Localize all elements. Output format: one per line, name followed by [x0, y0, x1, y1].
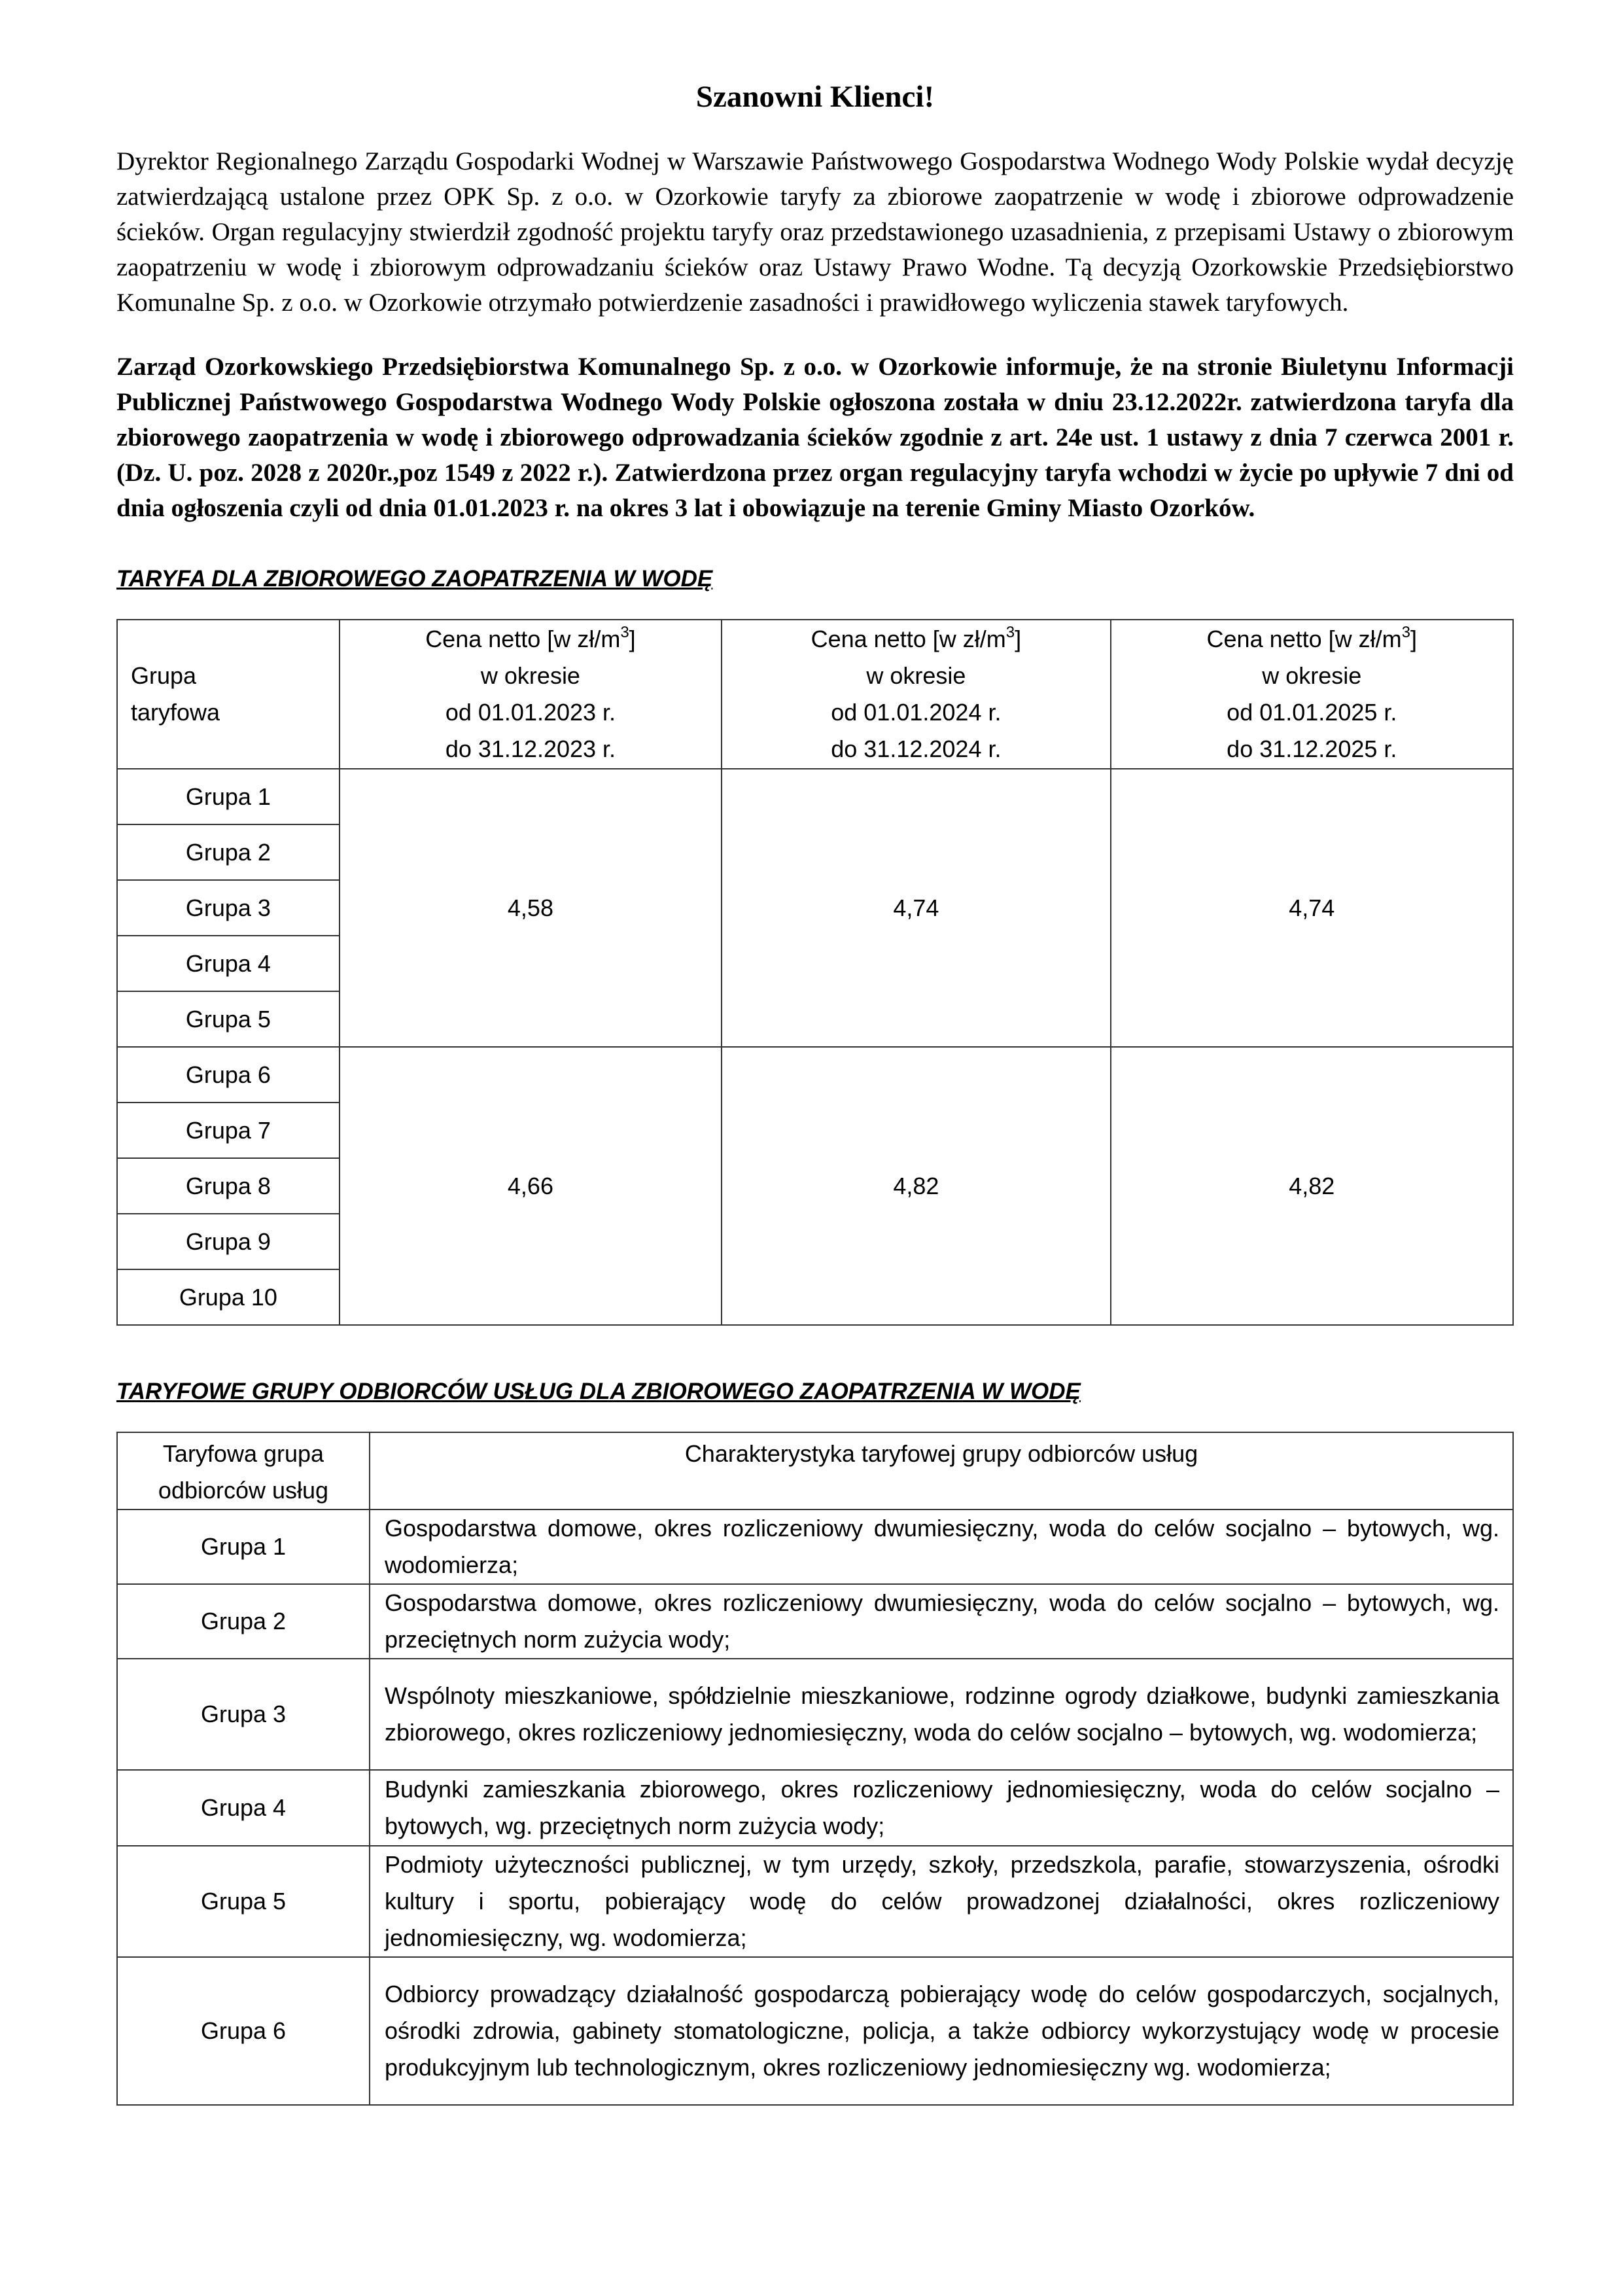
group-cell: Grupa 8	[117, 1158, 340, 1214]
groups-header-row	[117, 1432, 1513, 1510]
description-column-header: Charakterystyka taryfowej grupy odbiorców usług	[370, 1432, 1513, 1510]
price-cell: 4,58	[340, 769, 722, 1047]
unit-superscript: 3	[1401, 624, 1411, 641]
period-end: do 31.12.2025 r.	[1227, 735, 1397, 762]
groups-table-heading: TARYFOWE GRUPY ODBIORCÓW USŁUG DLA ZBIOROWEGO ZAOPATRZENIA W WODĘ	[116, 1379, 1081, 1404]
announcement-paragraph: Zarząd Ozorkowskiego Przedsiębiorstwa Komunalnego Sp. z o.o. w Ozorkowie informuje, że na stronie Biuletynu Informacji Publicznej Państwowego Gospodarstwa Wodnego Wody Polskie ogłoszona została w dniu 23.12.2022r. zatwierdzona taryfa dla zbiorowego zaopatrzenia w wodę i zbiorowego odprowadzania ścieków zgodnie z art. 24e ust. 1 ustawy z dnia 7 czerwca 2001 r. (Dz. U. poz. 2028 z 2020r.,poz 1549 z 2022 r.). Zatwierdzona przez organ regulacyjny taryfa wchodzi w życie po upływie 7 dni od dnia ogłoszenia czyli od dnia 01.01.2023 r. na okres 3 lat i obowiązuje na terenie Gminy Miasto Ozorków.	[116, 353, 1514, 522]
group-header-line1: Grupa	[131, 662, 197, 689]
period-end: do 31.12.2024 r.	[831, 735, 1002, 762]
tariff-table-heading: TARYFA DLA ZBIOROWEGO ZAOPATRZENIA W WODĘ	[116, 566, 713, 592]
price-cell: 4,66	[340, 1047, 722, 1325]
period-header-2023	[340, 620, 722, 769]
price-cell: 4,82	[722, 1047, 1110, 1325]
unit-superscript: 3	[1005, 624, 1015, 641]
groups-row	[117, 1770, 1513, 1846]
group-cell: Grupa 2	[117, 1584, 370, 1659]
group-cell: Grupa 7	[117, 1103, 340, 1158]
document-page	[116, 77, 1514, 2106]
description-cell: Gospodarstwa domowe, okres rozliczeniowy dwumiesięczny, woda do celów socjalno – bytowych, wg. wodomierza;	[370, 1510, 1513, 1584]
groups-row	[117, 1510, 1513, 1584]
tariff-row	[117, 769, 1513, 824]
group-cell: Grupa 10	[117, 1269, 340, 1325]
group-header-line2: taryfowa	[131, 699, 220, 726]
price-label: Cena netto [w zł/m	[425, 626, 621, 652]
groups-row	[117, 1957, 1513, 2105]
period-header-2024	[722, 620, 1110, 769]
period-label: w okresie	[866, 662, 966, 689]
tariff-header-row	[117, 620, 1513, 769]
group-header-line1: Taryfowa grupa	[162, 1440, 324, 1467]
period-header-2025	[1111, 620, 1513, 769]
intro-paragraph: Dyrektor Regionalnego Zarządu Gospodarki Wodnej w Warszawie Państwowego Gospodarstwa Wodnego Wody Polskie wydał decyzję zatwierdzającą ustalone przez OPK Sp. z o.o. w Ozorkowie taryfy za zbiorowe zaopatrzenie w wodę i zbiorowe odprowadzenie ścieków. Organ regulacyjny stwierdził zgodność projektu taryfy oraz przedstawionego uzasadnienia, z przepisami Ustawy o zbiorowym zaopatrzeniu w wodę i zbiorowym odprowadzaniu ścieków oraz Ustawy Prawo Wodne. Tą decyzją Ozorkowskie Przedsiębiorstwo Komunalne Sp. z o.o. w Ozorkowie otrzymało potwierdzenie zasadności i prawidłowego wyliczenia stawek taryfowych.	[116, 147, 1514, 317]
group-cell: Grupa 9	[117, 1214, 340, 1269]
price-label-end: ]	[1015, 626, 1022, 652]
price-label-end: ]	[1410, 626, 1418, 652]
group-cell: Grupa 6	[117, 1957, 370, 2105]
group-cell: Grupa 3	[117, 880, 340, 936]
period-start: od 01.01.2024 r.	[831, 699, 1002, 726]
description-cell: Podmioty użyteczności publicznej, w tym urzędy, szkoły, przedszkola, parafie, stowarzyszenia, ośrodki kultury i sportu, pobierający wodę do celów prowadzonej działalności, okres rozliczeniowy jednomiesięczny, wg. wodomierza;	[370, 1846, 1513, 1957]
price-cell: 4,74	[1111, 769, 1513, 1047]
price-label: Cena netto [w zł/m	[811, 626, 1006, 652]
price-cell: 4,74	[722, 769, 1110, 1047]
group-cell: Grupa 1	[117, 769, 340, 824]
price-label-end: ]	[629, 626, 636, 652]
groups-row	[117, 1584, 1513, 1659]
period-start: od 01.01.2025 r.	[1227, 699, 1397, 726]
period-label: w okresie	[1262, 662, 1362, 689]
group-cell: Grupa 4	[117, 1770, 370, 1846]
period-end: do 31.12.2023 r.	[445, 735, 616, 762]
price-label: Cena netto [w zł/m	[1206, 626, 1402, 652]
page-title: Szanowni Klienci!	[695, 80, 935, 114]
group-cell: Grupa 6	[117, 1047, 340, 1103]
period-start: od 01.01.2023 r.	[445, 699, 616, 726]
group-cell: Grupa 5	[117, 1846, 370, 1957]
description-cell: Gospodarstwa domowe, okres rozliczeniowy dwumiesięczny, woda do celów socjalno – bytowych, wg. przeciętnych norm zużycia wody;	[370, 1584, 1513, 1659]
description-cell: Odbiorcy prowadzący działalność gospodarczą pobierający wodę do celów gospodarczych, socjalnych, ośrodki zdrowia, gabinety stomatologiczne, policja, a także odbiorcy wykorzystujący wodę w procesie produkcyjnym lub technologicznym, okres rozliczeniowy jednomiesięczny wg. wodomierza;	[370, 1957, 1513, 2105]
group-cell: Grupa 3	[117, 1659, 370, 1770]
group-column-header	[117, 1432, 370, 1510]
group-cell: Grupa 2	[117, 824, 340, 880]
unit-superscript: 3	[620, 624, 629, 641]
group-column-header	[117, 620, 340, 769]
group-cell: Grupa 5	[117, 991, 340, 1047]
groups-row	[117, 1659, 1513, 1770]
period-label: w okresie	[480, 662, 580, 689]
price-cell: 4,82	[1111, 1047, 1513, 1325]
group-cell: Grupa 4	[117, 936, 340, 991]
description-cell: Wspólnoty mieszkaniowe, spółdzielnie mieszkaniowe, rodzinne ogrody działkowe, budynki zamieszkania zbiorowego, okres rozliczeniowy jednomiesięczny, woda do celów socjalno – bytowych, wg. wodomierza;	[370, 1659, 1513, 1770]
groups-row	[117, 1846, 1513, 1957]
description-cell: Budynki zamieszkania zbiorowego, okres rozliczeniowy jednomiesięczny, woda do celów socjalno – bytowych, wg. przeciętnych norm zużycia wody;	[370, 1770, 1513, 1846]
groups-table	[116, 1432, 1514, 2106]
group-header-line2: odbiorców usług	[158, 1477, 329, 1504]
group-cell: Grupa 1	[117, 1510, 370, 1584]
tariff-row	[117, 1047, 1513, 1103]
tariff-table	[116, 619, 1514, 1326]
